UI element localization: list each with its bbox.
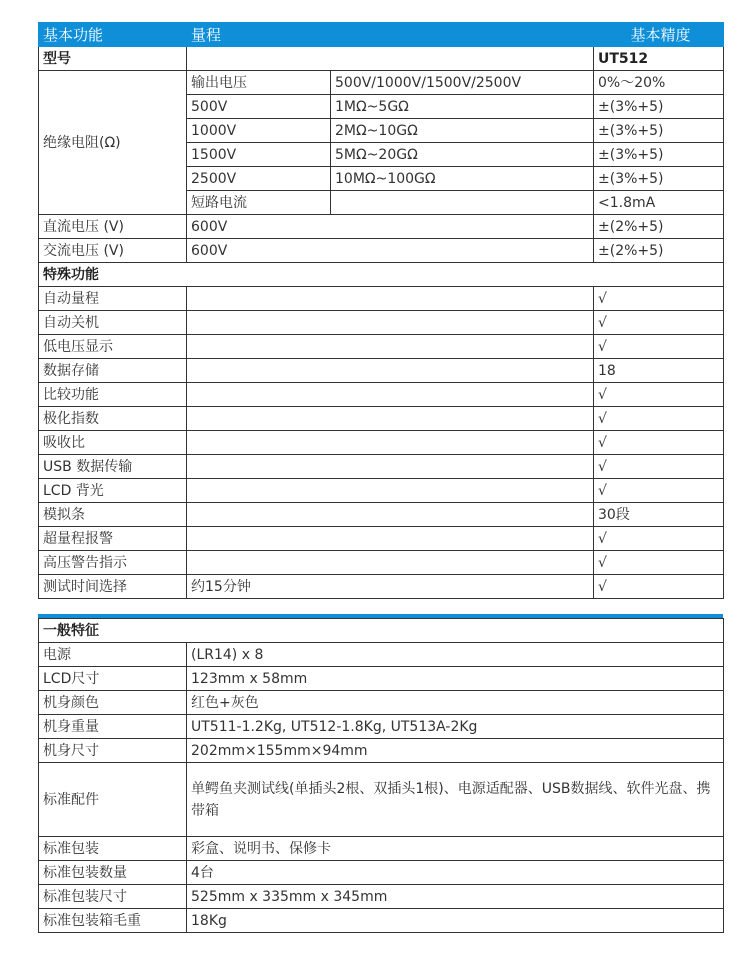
insulation-accuracy: ±(3%+5)	[594, 167, 724, 191]
general-title: 一般特征	[39, 619, 724, 643]
general-label: 标准配件	[39, 763, 187, 837]
insulation-range: 10MΩ~100GΩ	[331, 167, 594, 191]
general-row	[39, 837, 724, 861]
special-range	[187, 407, 594, 431]
special-range	[187, 359, 594, 383]
special-title: 特殊功能	[39, 263, 724, 287]
model-row	[39, 47, 724, 71]
special-title-row	[39, 263, 724, 287]
special-label: 极化指数	[39, 407, 187, 431]
general-row	[39, 667, 724, 691]
general-title-row	[39, 619, 724, 643]
header-range: 量程	[187, 23, 594, 47]
special-label: USB 数据传输	[39, 455, 187, 479]
insulation-range	[331, 191, 594, 215]
special-row	[39, 407, 724, 431]
general-label: LCD尺寸	[39, 667, 187, 691]
general-row	[39, 691, 724, 715]
general-value: UT511-1.2Kg, UT512-1.8Kg, UT513A-2Kg	[187, 715, 724, 739]
special-value: √	[594, 551, 724, 575]
special-value: √	[594, 455, 724, 479]
special-label: 测试时间选择	[39, 575, 187, 599]
special-range	[187, 287, 594, 311]
special-range	[187, 335, 594, 359]
special-value: √	[594, 431, 724, 455]
dc-voltage-row	[39, 215, 724, 239]
header-basic-function: 基本功能	[39, 23, 187, 47]
special-value: √	[594, 335, 724, 359]
special-label: 模拟条	[39, 503, 187, 527]
special-label: 超量程报警	[39, 527, 187, 551]
general-value: 单鳄鱼夹测试线(单插头2根、双插头1根)、电源适配器、USB数据线、软件光盘、携带箱	[187, 763, 724, 837]
special-row	[39, 287, 724, 311]
special-range	[187, 311, 594, 335]
general-row	[39, 861, 724, 885]
insulation-accuracy: ±(3%+5)	[594, 119, 724, 143]
special-value: √	[594, 527, 724, 551]
insulation-range: 500V/1000V/1500V/2500V	[331, 71, 594, 95]
special-label: 数据存储	[39, 359, 187, 383]
insulation-sub: 500V	[187, 95, 331, 119]
table-header-row	[39, 23, 724, 47]
model-range-cell	[187, 47, 594, 71]
special-row	[39, 455, 724, 479]
dc-voltage-accuracy: ±(2%+5)	[594, 215, 724, 239]
special-label: 自动量程	[39, 287, 187, 311]
general-value: (LR14) x 8	[187, 643, 724, 667]
spec-table	[38, 22, 724, 599]
insulation-range: 5MΩ~20GΩ	[331, 143, 594, 167]
dc-voltage-range: 600V	[187, 215, 594, 239]
insulation-accuracy: ±(3%+5)	[594, 143, 724, 167]
insulation-row	[39, 71, 724, 95]
special-row	[39, 575, 724, 599]
insulation-accuracy: ±(3%+5)	[594, 95, 724, 119]
special-row	[39, 527, 724, 551]
special-value: √	[594, 287, 724, 311]
special-label: 自动关机	[39, 311, 187, 335]
general-label: 标准包装尺寸	[39, 885, 187, 909]
insulation-sub: 输出电压	[187, 71, 331, 95]
general-value: 202mm×155mm×94mm	[187, 739, 724, 763]
general-label: 电源	[39, 643, 187, 667]
general-row	[39, 715, 724, 739]
special-label: LCD 背光	[39, 479, 187, 503]
general-row	[39, 885, 724, 909]
general-row	[39, 643, 724, 667]
ac-voltage-range: 600V	[187, 239, 594, 263]
ac-voltage-row	[39, 239, 724, 263]
special-row	[39, 503, 724, 527]
special-range	[187, 383, 594, 407]
general-value: 18Kg	[187, 909, 724, 933]
special-value: √	[594, 383, 724, 407]
dc-voltage-label: 直流电压 (V)	[39, 215, 187, 239]
general-label: 标准包装数量	[39, 861, 187, 885]
general-label: 标准包装箱毛重	[39, 909, 187, 933]
ac-voltage-accuracy: ±(2%+5)	[594, 239, 724, 263]
special-value: 30段	[594, 503, 724, 527]
general-value: 彩盒、说明书、保修卡	[187, 837, 724, 861]
special-value: √	[594, 479, 724, 503]
special-value: 18	[594, 359, 724, 383]
ac-voltage-label: 交流电压 (V)	[39, 239, 187, 263]
special-range	[187, 455, 594, 479]
model-label: 型号	[39, 47, 187, 71]
special-value: √	[594, 311, 724, 335]
general-row	[39, 763, 724, 837]
general-row	[39, 909, 724, 933]
special-label: 高压警告指示	[39, 551, 187, 575]
model-value: UT512	[594, 47, 724, 71]
general-value: 123mm x 58mm	[187, 667, 724, 691]
special-row	[39, 479, 724, 503]
general-label: 标准包装	[39, 837, 187, 861]
special-row	[39, 551, 724, 575]
special-range	[187, 551, 594, 575]
special-range	[187, 479, 594, 503]
special-row	[39, 335, 724, 359]
general-label: 机身颜色	[39, 691, 187, 715]
special-value: √	[594, 407, 724, 431]
insulation-range: 2MΩ~10GΩ	[331, 119, 594, 143]
special-range	[187, 527, 594, 551]
insulation-accuracy: <1.8mA	[594, 191, 724, 215]
general-value: 525mm x 335mm x 345mm	[187, 885, 724, 909]
general-value: 4台	[187, 861, 724, 885]
insulation-label: 绝缘电阻(Ω)	[39, 71, 187, 215]
insulation-sub: 短路电流	[187, 191, 331, 215]
special-row	[39, 431, 724, 455]
special-range	[187, 431, 594, 455]
general-row	[39, 739, 724, 763]
insulation-sub: 1000V	[187, 119, 331, 143]
special-range: 约15分钟	[187, 575, 594, 599]
general-label: 机身尺寸	[39, 739, 187, 763]
special-row	[39, 359, 724, 383]
special-label: 比较功能	[39, 383, 187, 407]
insulation-sub: 2500V	[187, 167, 331, 191]
general-table	[38, 618, 724, 933]
special-value: √	[594, 575, 724, 599]
general-value: 红色+灰色	[187, 691, 724, 715]
special-range	[187, 503, 594, 527]
special-label: 吸收比	[39, 431, 187, 455]
special-row	[39, 383, 724, 407]
special-row	[39, 311, 724, 335]
header-basic-accuracy: 基本精度	[594, 23, 724, 47]
special-label: 低电压显示	[39, 335, 187, 359]
general-label: 机身重量	[39, 715, 187, 739]
insulation-sub: 1500V	[187, 143, 331, 167]
insulation-accuracy: 0%～20%	[594, 71, 724, 95]
insulation-range: 1MΩ~5GΩ	[331, 95, 594, 119]
